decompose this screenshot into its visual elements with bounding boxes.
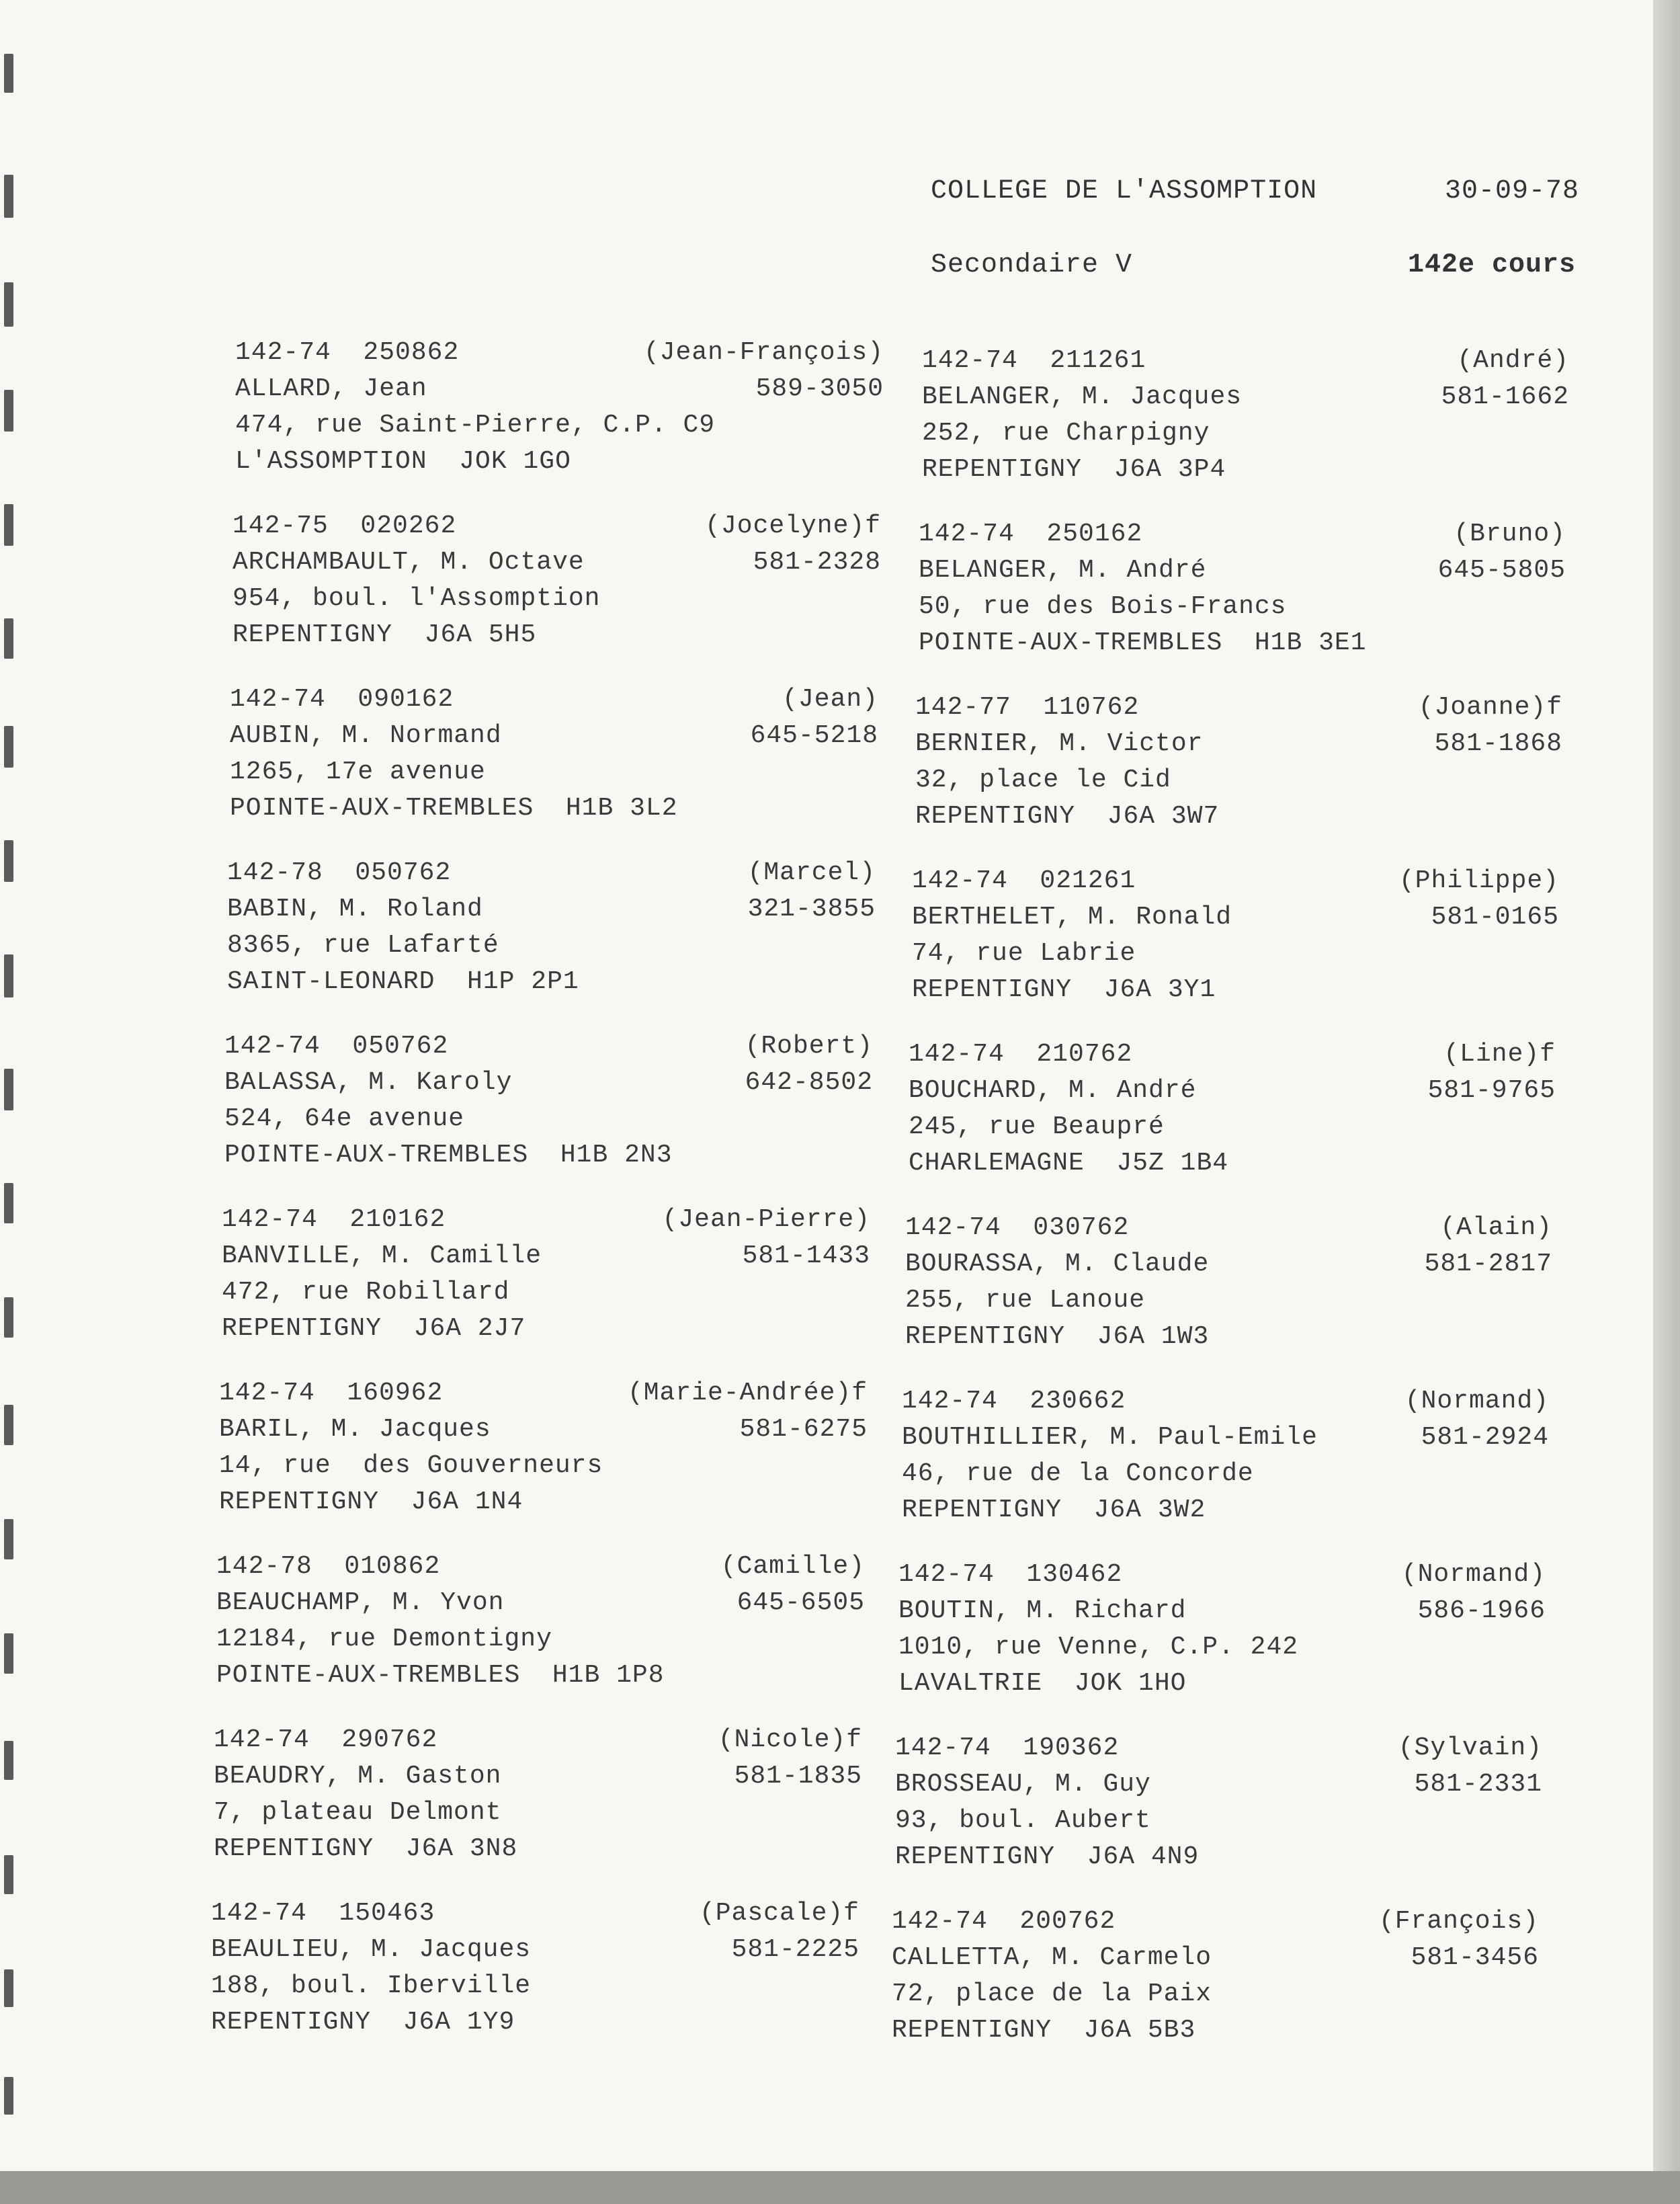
entry-address: 46, rue de la Concorde (902, 1459, 1254, 1488)
entry-address: 954, boul. l'Assomption (233, 584, 601, 613)
directory-entry (919, 516, 1367, 661)
entry-city: CHARLEMAGNE J5Z 1B4 (909, 1149, 1229, 1178)
entry-contact (1399, 863, 1559, 936)
entry-city: REPENTIGNY J6A 2J7 (222, 1314, 526, 1343)
entry-name: BALASSA, M. Karoly (224, 1068, 513, 1097)
entry-contact (628, 1375, 868, 1448)
entry-phone: 581-1433 (742, 1241, 870, 1270)
header-date: 30-09-78 (1445, 176, 1580, 206)
entry-city: L'ASSOMPTION JOK 1GO (235, 447, 571, 476)
entry-id: 142-74 230662 (902, 1387, 1126, 1416)
entry-name: ARCHAMBAULT, M. Octave (233, 548, 585, 577)
entry-id: 142-74 210162 (222, 1205, 446, 1234)
binding-hole (4, 1405, 13, 1445)
entry-name: ALLARD, Jean (235, 374, 427, 403)
directory-entry (902, 1383, 1318, 1528)
entry-phone: 581-1835 (734, 1762, 862, 1791)
entry-city: POINTE-AUX-TREMBLES H1B 3E1 (919, 628, 1367, 657)
entry-address: 252, rue Charpigny (922, 419, 1210, 448)
entry-address: 50, rue des Bois-Francs (919, 592, 1287, 621)
entry-address: 245, rue Beaupré (909, 1112, 1165, 1141)
entry-phone: 581-2331 (1414, 1770, 1542, 1799)
entry-id: 142-77 110762 (915, 693, 1140, 722)
entry-id: 142-75 020262 (233, 512, 457, 540)
binding-hole (4, 282, 13, 327)
directory-entry (915, 690, 1219, 835)
entry-child: (Normand) (1401, 1560, 1546, 1589)
entry-id: 142-74 250162 (919, 520, 1143, 548)
entry-city: REPENTIGNY J6A 3W7 (915, 802, 1220, 831)
binding-hole (4, 954, 13, 997)
entry-id: 142-74 210762 (909, 1040, 1133, 1069)
entry-contact (1398, 1730, 1542, 1803)
binding-hole (4, 1633, 13, 1674)
entry-contact (751, 682, 878, 754)
entry-contact (1402, 1557, 1546, 1629)
directory-entry (219, 1375, 603, 1520)
binding-holes (0, 47, 20, 2144)
entry-name: CALLETTA, M. Carmelo (892, 1943, 1212, 1972)
directory-entry (898, 1557, 1298, 1702)
binding-hole (4, 1069, 13, 1110)
directory-entry (222, 1202, 542, 1347)
entry-address: 8365, rue Lafarté (227, 931, 499, 960)
entry-name: BERNIER, M. Victor (915, 729, 1204, 758)
entry-name: BEAULIEU, M. Jacques (211, 1935, 532, 1964)
entry-child: (Robert) (745, 1032, 873, 1061)
entry-city: REPENTIGNY J6A 4N9 (895, 1842, 1200, 1871)
entry-name: BEAUCHAMP, M. Yvon (216, 1588, 505, 1617)
binding-hole (4, 1519, 13, 1559)
entry-contact (644, 335, 884, 407)
entry-name: BERTHELET, M. Ronald (912, 903, 1232, 932)
entry-address: 12184, rue Demontigny (216, 1625, 552, 1654)
entry-contact (1428, 1036, 1556, 1109)
entry-id: 142-74 150463 (211, 1899, 435, 1928)
entry-contact (1419, 690, 1562, 762)
entry-phone: 581-9765 (1427, 1076, 1556, 1105)
entry-name: AUBIN, M. Normand (230, 721, 502, 750)
entry-child: (Pascale)f (699, 1899, 859, 1928)
entry-phone: 645-5218 (750, 721, 878, 750)
entry-name: BOURASSA, M. Claude (905, 1250, 1210, 1278)
entry-address: 255, rue Lanoue (905, 1286, 1146, 1315)
entry-id: 142-74 130462 (898, 1560, 1123, 1589)
course-number: 142e cours (1408, 250, 1577, 280)
entry-phone: 645-5805 (1437, 556, 1566, 585)
directory-entry (211, 1895, 531, 2041)
entry-address: 72, place de la Paix (892, 1979, 1212, 2008)
page-edge (1653, 0, 1680, 2204)
binding-hole (4, 1855, 13, 1894)
entry-phone: 581-2817 (1424, 1250, 1552, 1278)
entry-child: (Line)f (1443, 1040, 1556, 1069)
directory-entry (216, 1549, 665, 1694)
entry-address: 524, 64e avenue (224, 1104, 465, 1133)
entry-address: 74, rue Labrie (912, 939, 1136, 968)
entry-phone: 581-0165 (1431, 903, 1559, 932)
entry-contact (721, 1549, 865, 1621)
entry-city: REPENTIGNY J6A 3Y1 (912, 975, 1216, 1004)
entry-id: 142-74 190362 (895, 1733, 1120, 1762)
entry-child: (Jean) (782, 685, 878, 714)
entry-child: (Nicole)f (718, 1725, 862, 1754)
entry-name: BELANGER, M. André (919, 556, 1207, 585)
entry-address: 472, rue Robillard (222, 1278, 510, 1307)
entry-address: 7, plateau Delmont (214, 1798, 502, 1827)
entry-city: REPENTIGNY J6A 3N8 (214, 1834, 518, 1863)
entry-name: BARIL, M. Jacques (219, 1415, 491, 1444)
entry-id: 142-74 211261 (922, 346, 1146, 375)
school-name: COLLEGE DE L'ASSOMPTION (931, 176, 1318, 206)
entry-contact (1405, 1383, 1549, 1456)
directory-entry (905, 1210, 1209, 1355)
entry-phone: 645-6505 (737, 1588, 865, 1617)
entry-child: (Normand) (1404, 1387, 1549, 1416)
entry-id: 142-78 010862 (216, 1552, 441, 1581)
entry-city: REPENTIGNY J6A 5H5 (233, 620, 537, 649)
binding-hole (4, 1183, 13, 1223)
entry-phone: 581-2328 (753, 548, 881, 577)
binding-hole (4, 1969, 13, 2007)
entry-id: 142-74 021261 (912, 866, 1136, 895)
entry-id: 142-74 030762 (905, 1213, 1130, 1242)
entry-contact (700, 1895, 859, 1968)
entry-child: (Jean-François) (643, 338, 884, 367)
entry-city: LAVALTRIE JOK 1HO (898, 1669, 1187, 1698)
entry-contact (745, 1028, 873, 1101)
directory-entry (227, 855, 579, 1000)
entry-contact (718, 1722, 862, 1795)
binding-hole (4, 840, 13, 882)
entry-city: SAINT-LEONARD H1P 2P1 (227, 967, 579, 996)
binding-hole (4, 504, 13, 546)
page-shadow (0, 2171, 1680, 2204)
entry-city: POINTE-AUX-TREMBLES H1B 1P8 (216, 1661, 665, 1690)
entry-city: REPENTIGNY J6A 1N4 (219, 1487, 523, 1516)
directory-entry (892, 1904, 1212, 2049)
entry-child: (Philippe) (1398, 866, 1559, 895)
entry-city: REPENTIGNY J6A 1Y9 (211, 2008, 515, 2037)
entry-name: BOUTIN, M. Richard (898, 1596, 1187, 1625)
class-level: Secondaire V (931, 250, 1133, 280)
binding-hole (4, 1297, 13, 1338)
entry-child: (Jocelyne)f (705, 512, 881, 540)
entry-id: 142-74 250862 (235, 338, 460, 367)
entry-phone: 581-1662 (1441, 382, 1569, 411)
entry-name: BELANGER, M. Jacques (922, 382, 1243, 411)
entry-address: 1265, 17e avenue (230, 758, 486, 786)
entry-contact (1438, 516, 1566, 589)
entry-id: 142-78 050762 (227, 858, 452, 887)
entry-id: 142-74 290762 (214, 1725, 438, 1754)
entry-phone: 581-2924 (1421, 1423, 1549, 1452)
directory-entry (895, 1730, 1199, 1875)
binding-hole (4, 618, 13, 659)
directory-entry (912, 863, 1232, 1008)
entry-city: REPENTIGNY J6A 3P4 (922, 455, 1226, 484)
entry-contact (1441, 343, 1569, 415)
entry-address: 1010, rue Venne, C.P. 242 (898, 1633, 1299, 1662)
directory-entry (922, 343, 1242, 488)
entry-child: (Marie-Andrée)f (627, 1379, 868, 1407)
entry-name: BANVILLE, M. Camille (222, 1241, 542, 1270)
entry-child: (François) (1378, 1907, 1539, 1936)
entry-child: (André) (1457, 346, 1569, 375)
entry-name: BROSSEAU, M. Guy (895, 1770, 1151, 1799)
entry-contact (1425, 1210, 1552, 1282)
entry-child: (Bruno) (1454, 520, 1566, 548)
entry-phone: 642-8502 (745, 1068, 873, 1097)
directory-entry (230, 682, 678, 827)
entry-contact (663, 1202, 870, 1274)
directory-entry (214, 1722, 517, 1867)
binding-hole (4, 1741, 13, 1780)
entry-address: 188, boul. Iberville (211, 1971, 532, 2000)
entry-child: (Jean-Pierre) (662, 1205, 870, 1234)
entry-city: POINTE-AUX-TREMBLES H1B 2N3 (224, 1141, 673, 1170)
entry-name: BOUCHARD, M. André (909, 1076, 1197, 1105)
binding-hole (4, 2077, 13, 2115)
binding-hole (4, 390, 13, 432)
entry-contact (705, 508, 881, 581)
entry-id: 142-74 160962 (219, 1379, 444, 1407)
entry-name: BEAUDRY, M. Gaston (214, 1762, 502, 1791)
entry-address: 474, rue Saint-Pierre, C.P. C9 (235, 411, 716, 440)
entry-child: (Marcel) (747, 858, 876, 887)
entry-phone: 581-2225 (731, 1935, 859, 1964)
entry-phone: 586-1966 (1417, 1596, 1546, 1625)
entry-city: REPENTIGNY J6A 1W3 (905, 1322, 1210, 1351)
entry-child: (Alain) (1440, 1213, 1552, 1242)
entry-phone: 589-3050 (755, 374, 884, 403)
entry-phone: 581-3456 (1411, 1943, 1539, 1972)
entry-child: (Camille) (720, 1552, 865, 1581)
entry-contact (1379, 1904, 1539, 1976)
entry-city: REPENTIGNY J6A 3W2 (902, 1496, 1206, 1524)
binding-hole (4, 54, 13, 93)
binding-hole (4, 175, 13, 218)
entry-city: POINTE-AUX-TREMBLES H1B 3L2 (230, 794, 678, 823)
entry-child: (Joanne)f (1418, 693, 1562, 722)
directory-entry (233, 508, 601, 653)
entry-city: REPENTIGNY J6A 5B3 (892, 2016, 1196, 2045)
binding-hole (4, 726, 13, 768)
entry-child: (Sylvain) (1398, 1733, 1542, 1762)
entry-id: 142-74 200762 (892, 1907, 1116, 1936)
entry-address: 32, place le Cid (915, 766, 1171, 794)
entry-phone: 321-3855 (747, 895, 876, 924)
entry-phone: 581-1868 (1434, 729, 1562, 758)
entry-name: BABIN, M. Roland (227, 895, 483, 924)
entry-address: 93, boul. Aubert (895, 1806, 1151, 1835)
entry-phone: 581-6275 (739, 1415, 868, 1444)
entry-id: 142-74 090162 (230, 685, 454, 714)
entry-address: 14, rue des Gouverneurs (219, 1451, 603, 1480)
entry-name: BOUTHILLIER, M. Paul-Emile (902, 1423, 1318, 1452)
directory-entry (909, 1036, 1228, 1182)
entry-contact (748, 855, 876, 928)
directory-entry (224, 1028, 673, 1174)
entry-id: 142-74 050762 (224, 1032, 449, 1061)
